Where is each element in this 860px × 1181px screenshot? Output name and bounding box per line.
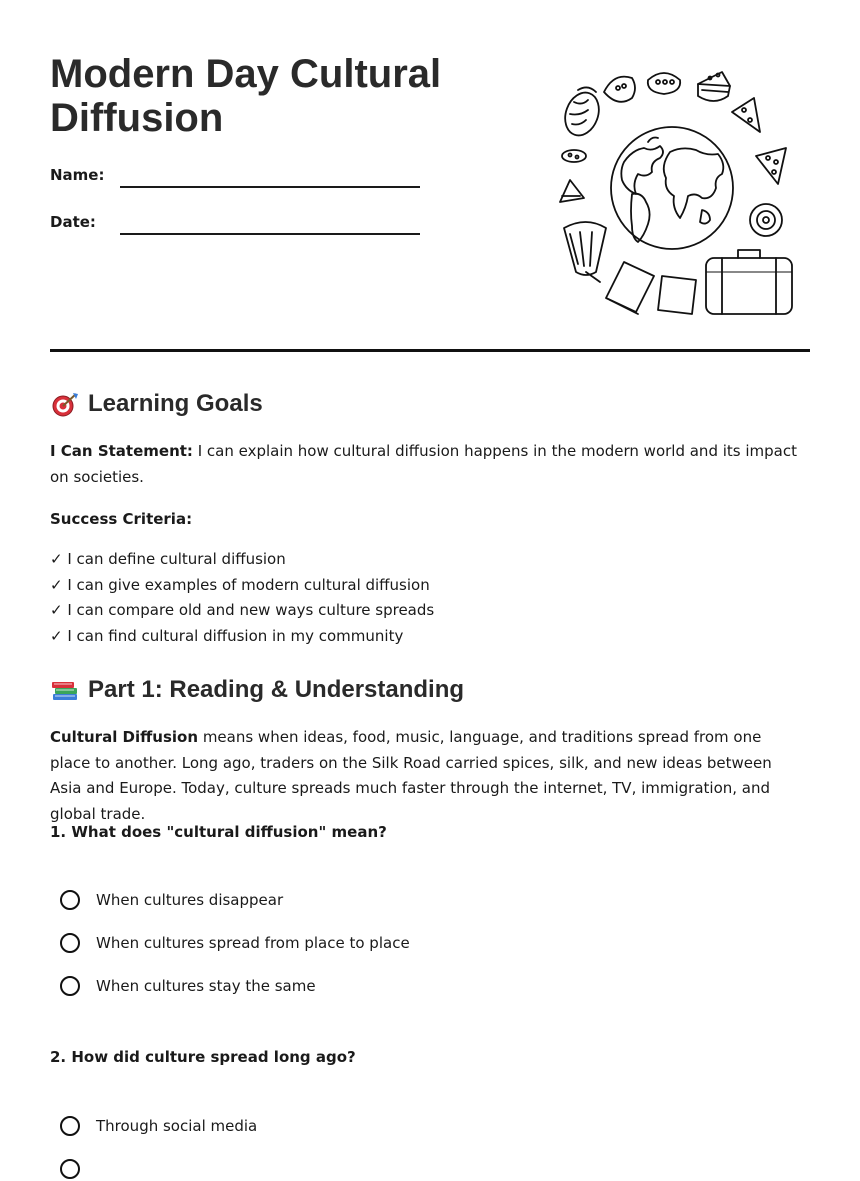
q2-option-1[interactable] — [60, 1114, 257, 1138]
radio-circle[interactable] — [60, 890, 80, 910]
question-1: 1. What does "cultural diffusion" mean? — [50, 823, 387, 841]
globe-icon — [611, 127, 733, 249]
option-label: Through social media — [96, 1117, 258, 1135]
intro-text: means when ideas, food, music, language, and traditions spread from one place to another. Long ago, traders on the Silk Road carried spices, silk, and new ideas between Asia and Europe. Today, culture spreads much faster through the internet, TV, immigration, and global trade. — [50, 728, 772, 823]
part1-heading — [50, 676, 464, 704]
burrito-icon — [559, 87, 604, 140]
radio-circle[interactable] — [60, 1116, 80, 1136]
radio-circle[interactable] — [60, 1159, 80, 1179]
ican-text: I can explain how cultural diffusion happens in the modern world and its impact on societies. — [50, 442, 797, 486]
radio-circle[interactable] — [60, 933, 80, 953]
intro-term: Cultural Diffusion — [50, 728, 199, 746]
sandwich-icon — [560, 180, 584, 202]
success-criteria-list — [50, 547, 434, 650]
q1-option-3[interactable] — [60, 974, 316, 998]
ican-statement — [50, 439, 800, 490]
option-label: When cultures spread from place to place — [96, 934, 410, 952]
cookie-icon — [562, 150, 586, 162]
taco-icon — [604, 77, 635, 102]
notebook-icon — [658, 276, 696, 314]
header-divider — [50, 349, 810, 352]
option-label: When cultures disappear — [96, 891, 284, 909]
book-icon — [606, 262, 654, 314]
criteria-item: ✓ I can compare old and new ways culture spreads — [50, 601, 435, 620]
ican-label: I Can Statement: — [50, 442, 193, 460]
date-field — [50, 213, 96, 231]
books-icon — [50, 677, 80, 703]
target-icon — [50, 391, 80, 417]
learning-goals-title: Learning Goals — [88, 390, 263, 417]
drink-icon — [564, 222, 606, 282]
cake-icon — [698, 72, 730, 101]
teacup-icon — [750, 204, 782, 236]
q1-option-1[interactable] — [60, 888, 283, 912]
part1-title: Part 1: Reading & Understanding — [88, 676, 465, 703]
criteria-item: ✓ I can define cultural diffusion — [50, 550, 286, 568]
criteria-item: ✓ I can give examples of modern cultural diffusion — [50, 575, 430, 594]
success-criteria-label: Success Criteria: — [50, 510, 193, 528]
dumpling-icon — [648, 73, 680, 94]
date-line[interactable] — [120, 233, 420, 235]
page-title: Modern Day Cultural Diffusion — [50, 52, 442, 140]
pizza-slice-icon — [732, 98, 760, 132]
option-label: When cultures stay the same — [96, 977, 316, 995]
learning-goals-heading — [50, 390, 263, 418]
date-label: Date: — [50, 213, 96, 231]
cultural-diffusion-intro — [50, 725, 800, 827]
name-line[interactable] — [120, 186, 420, 188]
question-2: 2. How did culture spread long ago? — [50, 1048, 356, 1066]
radio-circle[interactable] — [60, 976, 80, 996]
suitcase-icon — [706, 250, 792, 314]
globe-foods-illustration — [552, 62, 802, 318]
name-label: Name: — [50, 166, 105, 184]
name-field — [50, 166, 104, 184]
criteria-item: ✓ I can find cultural diffusion in my community — [50, 627, 404, 646]
q1-option-2[interactable] — [60, 931, 410, 955]
pizza-slice-icon-2 — [756, 148, 786, 184]
